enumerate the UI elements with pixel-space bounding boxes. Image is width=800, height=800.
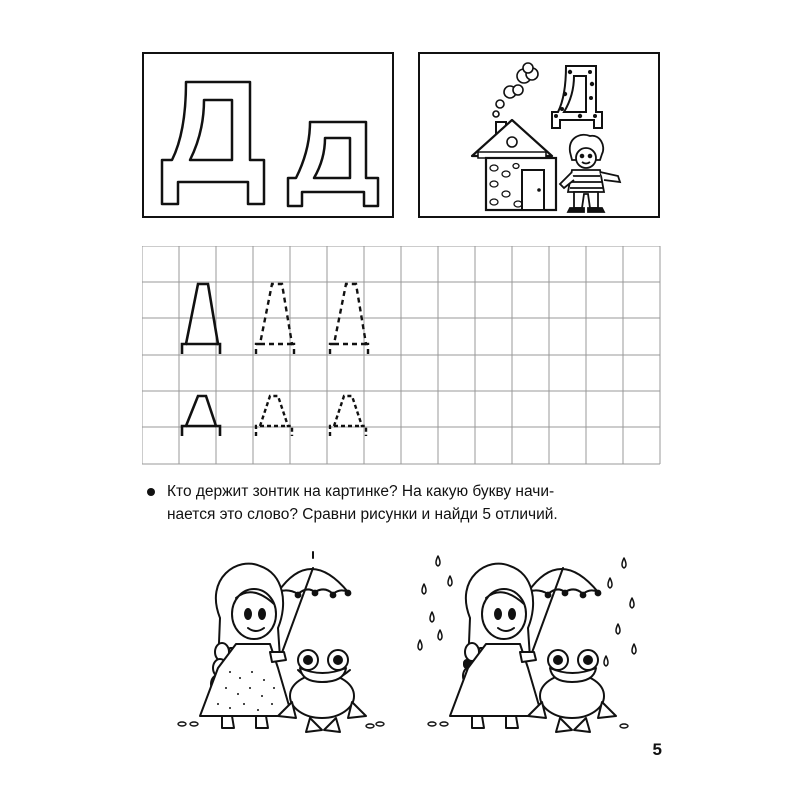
house-illustration [420,54,658,216]
left-picture [160,548,390,738]
question-text [167,480,667,526]
lowercase-de-sample [182,396,220,436]
dotted-letter-de [552,66,602,128]
uppercase-de-dashed-2 [330,284,368,354]
smoke-icon [493,63,538,117]
lowercase-de-outline [288,122,378,206]
house-panel [418,52,660,218]
frog-icon [278,650,366,732]
umbrella-icon [276,552,351,658]
writing-grid [142,246,662,468]
lowercase-de-dashed-1 [256,396,292,436]
right-picture [410,548,650,738]
bullet-icon [147,488,155,496]
question-line-1: Кто держит зонтик на картинке? На какую букву начи- [167,483,555,500]
uppercase-de-outline [162,82,264,204]
letters-panel [142,52,394,218]
uppercase-de-sample [182,284,220,354]
lowercase-de-dashed-2 [330,396,366,436]
uppercase-de-dashed-1 [256,284,294,354]
question-line-2: нается это слово? Сравни рисунки и найди 5 отличий. [167,506,558,523]
outlined-letters [144,54,392,216]
page-number: 5 [652,740,662,759]
boy-illustration [560,135,620,212]
